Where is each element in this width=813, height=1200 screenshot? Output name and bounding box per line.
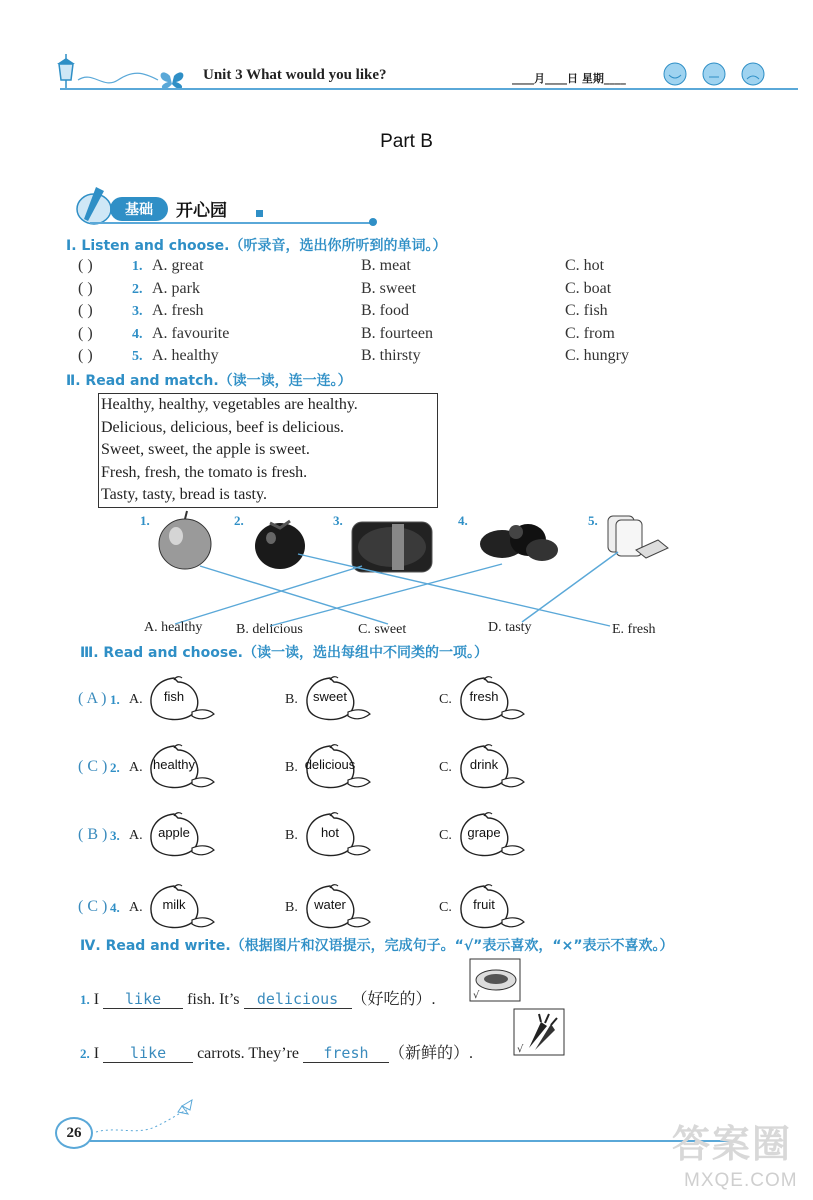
- option-c: C. hungry: [565, 347, 629, 364]
- option-c: C. hot: [565, 257, 605, 274]
- picture-number: 2.: [234, 513, 244, 528]
- chant-line: Healthy, healthy, vegetables are healthy.: [101, 396, 358, 413]
- banner-badge: [74, 183, 174, 227]
- option-b: B. thirsty: [361, 347, 421, 364]
- sentence-text: I: [93, 991, 100, 1008]
- option-a: A. fresh: [152, 302, 204, 319]
- option-b: B. food: [361, 302, 409, 319]
- answer-paren: ( ): [78, 279, 93, 297]
- page-number: 26: [55, 1117, 93, 1149]
- sentence-text: fish. It’s: [187, 991, 240, 1008]
- badge-text: 基础: [125, 202, 153, 218]
- chant-line: Delicious, delicious, beef is delicious.: [101, 418, 345, 436]
- option-letter: B.: [285, 760, 298, 775]
- banner-title: 开心园: [176, 201, 227, 221]
- chant-box: [98, 393, 438, 508]
- answer-value: A: [86, 690, 98, 707]
- option-b: B. meat: [361, 257, 411, 274]
- write-question-2: [80, 1040, 473, 1063]
- peach-word: fresh: [469, 689, 499, 704]
- option-letter: A.: [129, 828, 143, 843]
- fish-dish-picture: [469, 958, 521, 1002]
- option-letter: B.: [285, 692, 298, 707]
- unit-title: Unit 3 What would you like?: [203, 67, 387, 83]
- answer-blank: fresh: [303, 1044, 389, 1063]
- answer-blank: delicious: [244, 990, 352, 1009]
- option-letter: C.: [439, 828, 452, 843]
- question-number: 4.: [110, 900, 120, 915]
- banner-square-icon: [256, 210, 263, 217]
- answer-value: C: [87, 758, 98, 775]
- answer-blank: like: [103, 1044, 193, 1063]
- option-letter: C.: [439, 692, 452, 707]
- option-letter: C.: [439, 760, 452, 775]
- option-a: A. favourite: [152, 324, 230, 342]
- question-number: 2.: [132, 281, 143, 297]
- question-number: 1.: [80, 992, 90, 1007]
- peach-word: milk: [162, 897, 186, 912]
- banner-dot-icon: [369, 218, 377, 226]
- vegetables-icon: [480, 524, 558, 561]
- banner-rule: [90, 222, 375, 224]
- watermark-logo: 答案圈: [672, 1122, 793, 1166]
- answer-value: B: [87, 826, 98, 843]
- option-letter: A.: [129, 760, 143, 775]
- option-letter: B.: [285, 900, 298, 915]
- option-a: A. park: [152, 279, 200, 297]
- answer-paren: ( ): [78, 257, 93, 274]
- section4-title: Ⅳ. Read and write.（根据图片和汉语提示，完成句子。“√”表示喜欢，“×”表示不喜欢。）: [80, 938, 674, 954]
- answer-letter: ( C ): [78, 758, 108, 775]
- option-b: B. sweet: [361, 279, 417, 297]
- chant-line: Sweet, sweet, the apple is sweet.: [101, 441, 310, 458]
- neutral-face-icon: [703, 63, 725, 85]
- question-number: 3.: [132, 304, 143, 319]
- option-c: C. fish: [565, 302, 608, 319]
- picture-number: 3.: [333, 513, 343, 528]
- fish-dish-icon: [476, 970, 516, 990]
- peach-word: fish: [163, 689, 185, 704]
- peach-word: delicious: [304, 757, 356, 772]
- header-rule: [60, 88, 798, 90]
- option-b: B. fourteen: [361, 324, 433, 342]
- answer-paren: ( ): [78, 302, 93, 319]
- answer-letter: ( C ): [78, 898, 108, 915]
- hint-text: （新鲜的）.: [388, 1045, 473, 1062]
- question-number: 2.: [80, 1046, 90, 1061]
- chant-line: Fresh, fresh, the tomato is fresh.: [101, 463, 308, 481]
- section2-title: Ⅱ. Read and match.（读一读，连一连。）: [66, 373, 352, 389]
- match-label: C. sweet: [358, 622, 407, 637]
- match-label: A. healthy: [144, 620, 203, 635]
- happy-face-icon: [664, 63, 686, 85]
- answer-value: C: [87, 898, 98, 915]
- footer-rule: [90, 1140, 730, 1142]
- answer-letter: ( B ): [78, 826, 108, 843]
- check-mark: √: [473, 990, 480, 1001]
- butterfly-icon: [178, 1100, 192, 1114]
- sentence-text: I: [93, 1045, 100, 1062]
- peach-word: fruit: [473, 897, 495, 912]
- peach-word: sweet: [313, 689, 347, 704]
- bread-icon: [608, 516, 668, 558]
- check-mark: √: [517, 1044, 524, 1055]
- match-label: D. tasty: [488, 620, 532, 635]
- date-fields: ____月____日 星期____: [512, 72, 626, 85]
- tomato-icon: [255, 521, 305, 569]
- match-label: B. delicious: [236, 622, 303, 637]
- peach-word: grape: [467, 825, 501, 840]
- section3-title: Ⅲ. Read and choose.（读一读，选出每组中不同类的一项。）: [80, 645, 489, 661]
- section1-title: Ⅰ. Listen and choose.（听录音，选出你所听到的单词。）: [66, 238, 447, 254]
- peach-word: apple: [158, 825, 190, 840]
- brush-icon: [77, 187, 111, 224]
- match-area: [130, 508, 690, 638]
- peach-word: healthy: [153, 757, 195, 772]
- lantern-icon: [57, 54, 75, 90]
- footer-decoration: [92, 1096, 202, 1140]
- hint-text: （好吃的）.: [351, 991, 436, 1008]
- question-number: 3.: [110, 828, 120, 843]
- page-title: Part B: [380, 131, 433, 152]
- option-a: A. great: [152, 257, 204, 274]
- answer-paren: ( ): [78, 324, 93, 342]
- peach-word: drink: [469, 757, 499, 772]
- sad-face-icon: [742, 63, 764, 85]
- beef-icon: [352, 522, 432, 572]
- write-question-1: [80, 986, 436, 1009]
- sentence-text: carrots. They’re: [197, 1045, 299, 1062]
- answer-paren: ( ): [78, 347, 93, 364]
- mood-faces: [662, 60, 772, 88]
- question-number: 1.: [132, 259, 143, 274]
- option-c: C. boat: [565, 279, 612, 297]
- chant-line: Tasty, tasty, bread is tasty.: [101, 486, 267, 503]
- option-letter: B.: [285, 828, 298, 843]
- option-c: C. from: [565, 324, 615, 342]
- question-number: 2.: [110, 760, 120, 775]
- question-number: 1.: [110, 692, 120, 707]
- peach-word: hot: [320, 825, 340, 840]
- picture-number: 5.: [588, 513, 598, 528]
- answer-letter: ( A ): [78, 690, 107, 707]
- picture-number: 1.: [140, 513, 150, 528]
- option-letter: A.: [129, 900, 143, 915]
- match-label: E. fresh: [612, 622, 656, 637]
- question-number: 5.: [132, 349, 143, 364]
- picture-number: 4.: [458, 513, 468, 528]
- carrots-picture: [513, 1008, 565, 1056]
- answer-blank: like: [103, 990, 183, 1009]
- option-a: A. healthy: [152, 347, 219, 364]
- peach-word: water: [314, 897, 346, 912]
- question-number: 4.: [132, 326, 143, 342]
- watermark-url: MXQE.COM: [684, 1170, 798, 1191]
- apple-icon: [159, 511, 211, 569]
- option-letter: A.: [129, 692, 143, 707]
- butterfly-icon: [161, 72, 184, 88]
- option-letter: C.: [439, 900, 452, 915]
